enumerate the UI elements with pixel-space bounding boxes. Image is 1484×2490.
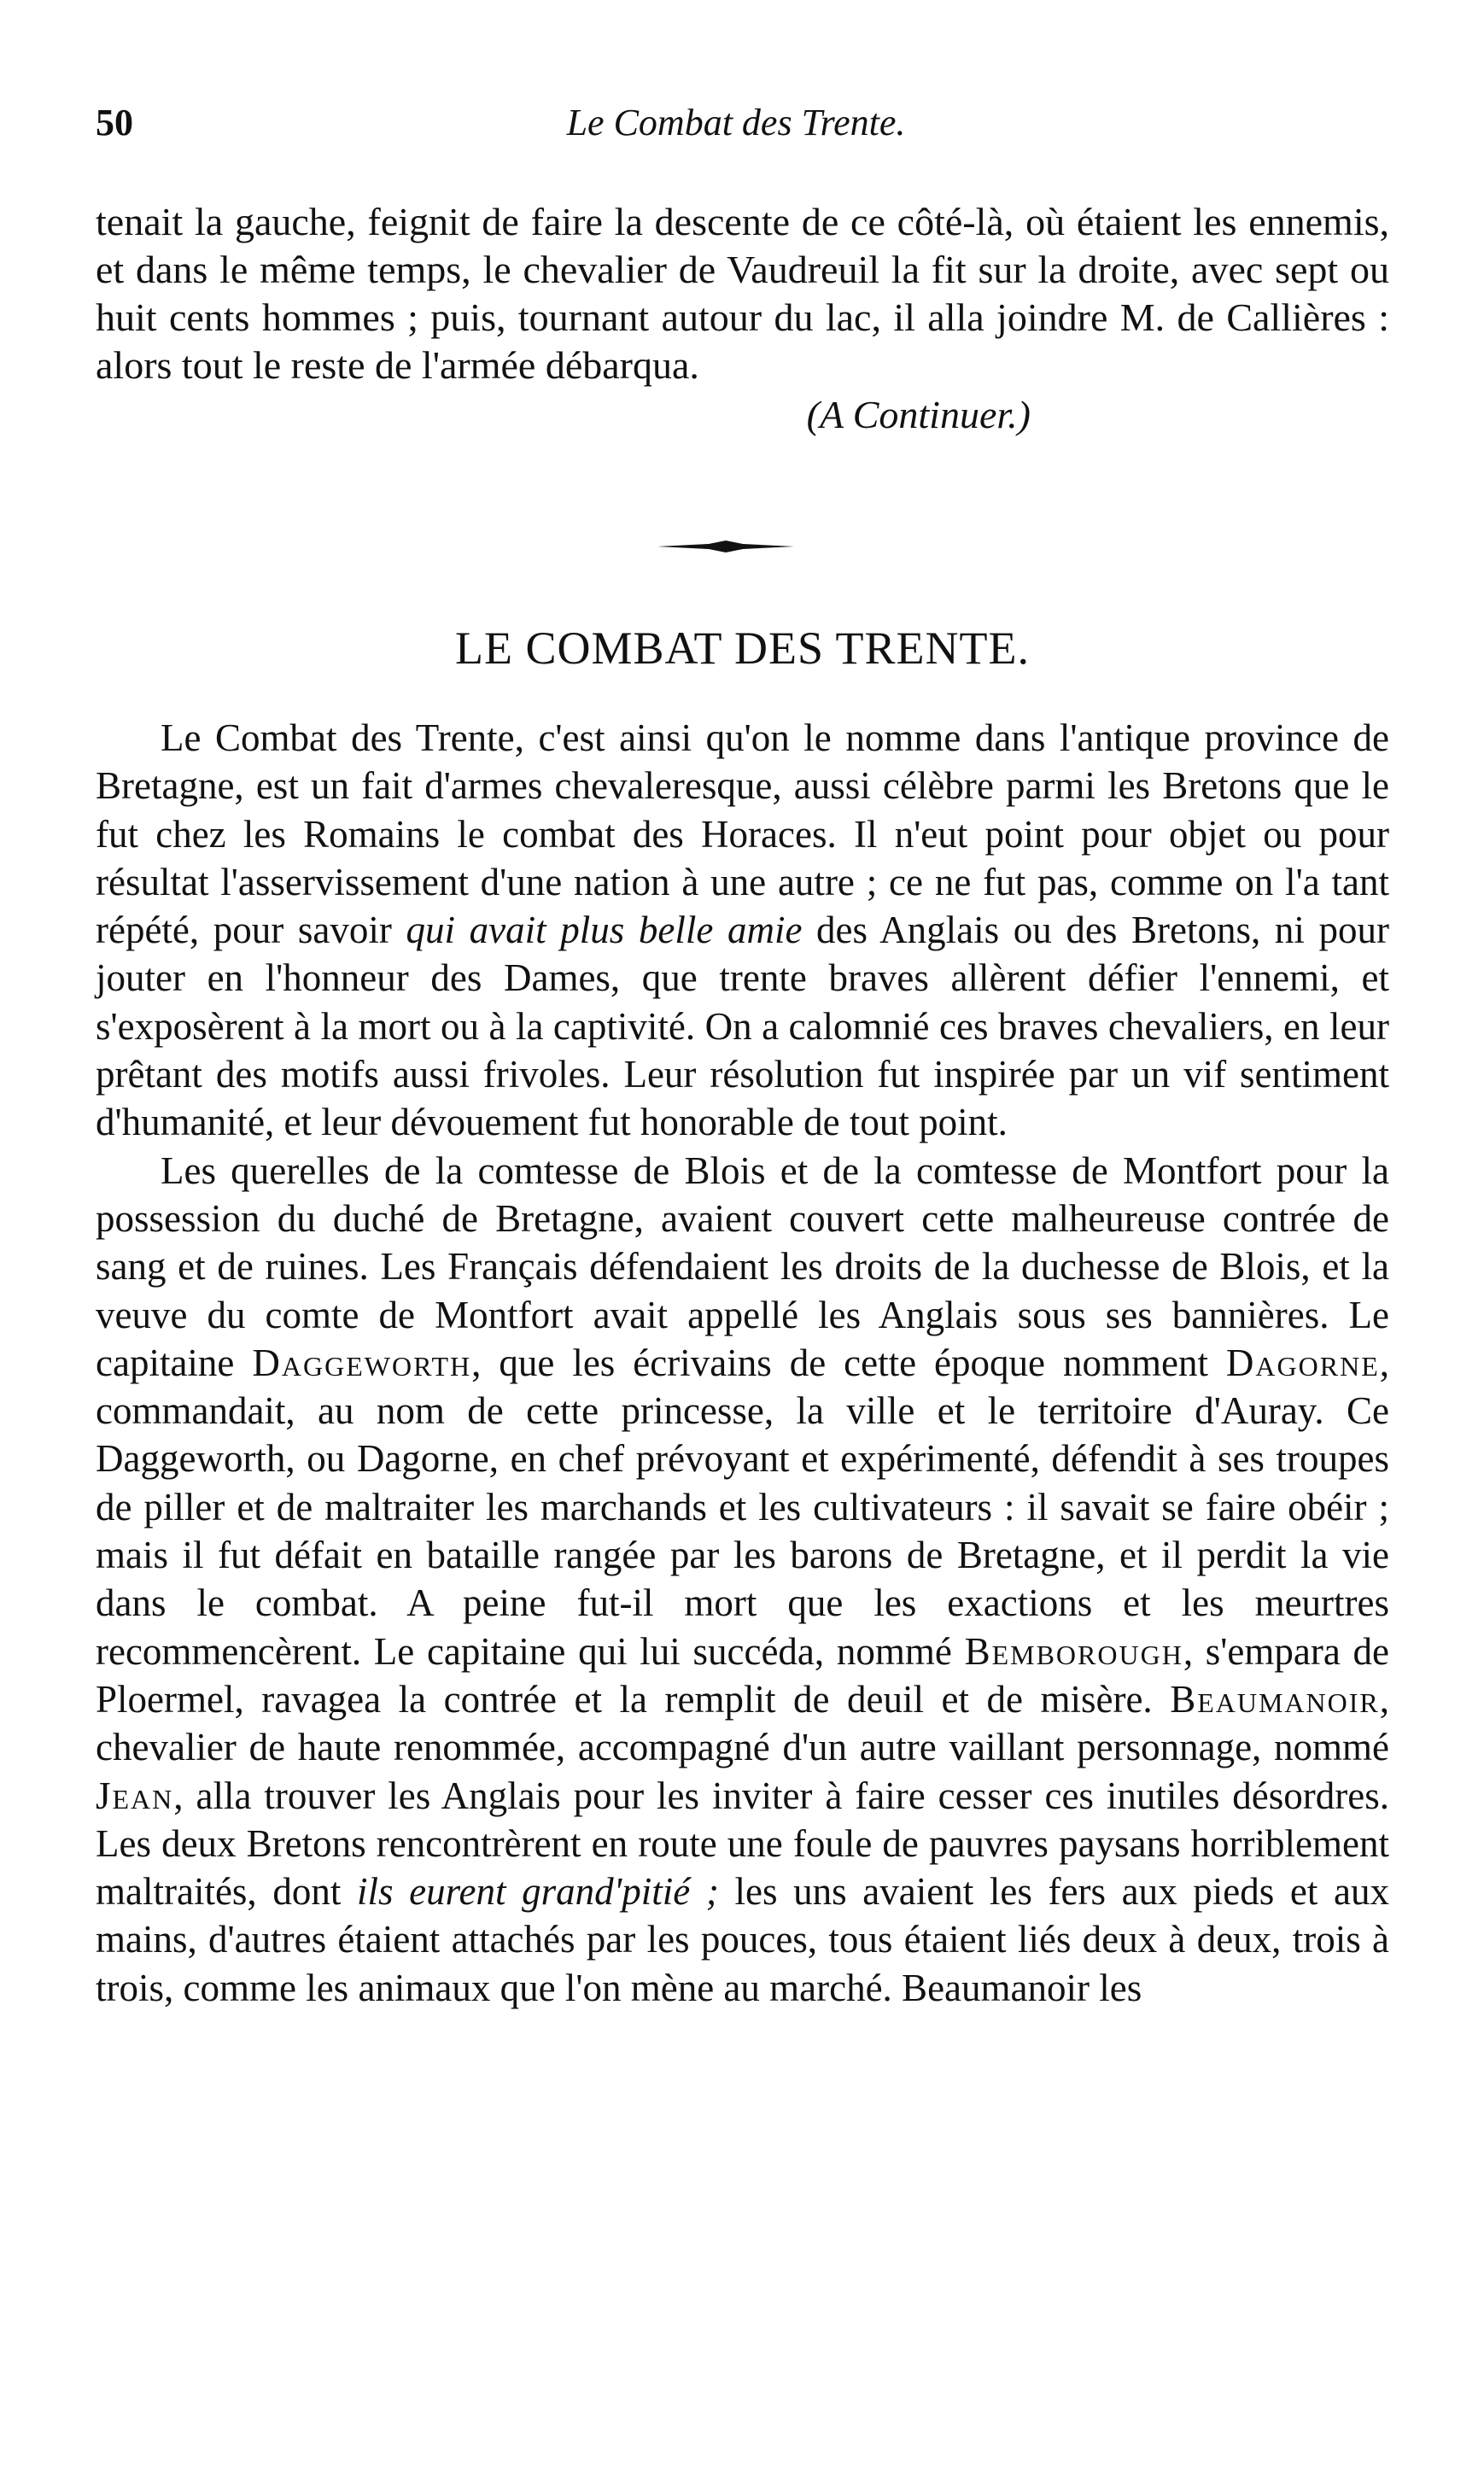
paragraph-2-text-f: , alla trouver les Anglais pour les inviter à faire cesser ces inutiles désordres. Les deux Bretons rencontrèrent en route une foule de pauvres paysans horriblement maltraités, dont <box>96 1774 1389 1914</box>
paragraph-1-italic-phrase: qui avait plus belle amie <box>406 909 803 952</box>
article-title: LE COMBAT DES TRENTE. <box>454 622 1031 674</box>
section-divider-ornament <box>657 540 794 553</box>
page-number: 50 <box>96 102 133 143</box>
previous-article-ending <box>96 198 1389 439</box>
paragraph-2-text-a: Les querelles de la comtesse de Blois et de la comtesse de Montfort pour la possession du duché de Bretagne, avaient couvert cette malheureuse contrée de sang et de ruines. Les Français défendaient les droits de la duchesse de Blois, et la veuve du comte de Montfort avait appellé les Anglais sous ses bannières. Le capitaine <box>96 1149 1389 1384</box>
name-daggeworth: Daggeworth <box>252 1341 472 1384</box>
name-jean: Jean <box>96 1774 174 1817</box>
paragraph-1 <box>96 714 1389 1147</box>
continuation-note: (A Continuer.) <box>806 393 1031 436</box>
running-title: Le Combat des Trente. <box>566 102 906 143</box>
name-beaumanoir: Beaumanoir <box>1170 1677 1380 1721</box>
paragraph-2 <box>96 1147 1389 2012</box>
page-header <box>96 101 1376 152</box>
name-bemborough: Bemborough <box>964 1629 1183 1673</box>
paragraph-2-text-d: , s'empara de Ploermel, ravagea la contrée et la remplit de deuil et de misère. <box>96 1629 1389 1721</box>
paragraph-2-text-c: , commandait, au nom de cette princesse, la ville et le territoire d'Auray. Ce Daggeworth, ou Dagorne, en chef prévoyant et expérimenté, défendit à ses troupes de piller et de maltraiter les marchands et les cultivateurs : il savait se faire obéir ; mais il fut défait en bataille rangée par les barons de Bretagne, et il perdit la vie dans le combat. A peine fut-il mort que les exactions et les meurtres recommencèrent. Le capitaine qui lui succéda, nommé <box>96 1341 1389 1673</box>
article-body <box>96 714 1389 2012</box>
paragraph-2-text-e: , chevalier de haute renommée, accompagné d'un autre vaillant personnage, nommé <box>96 1677 1389 1769</box>
paragraph-2-italic-phrase: ils eurent grand'pitié ; <box>356 1870 719 1914</box>
paragraph-2-text-b: , que les écrivains de cette époque nomment <box>471 1341 1226 1384</box>
name-dagorne: Dagorne <box>1225 1341 1380 1384</box>
paragraph-1-text-a: Le Combat des Trente, c'est ainsi qu'on le nomme dans l'antique province de Bretagne, est un fait d'armes chevaleresque, aussi célèbre parmi les Bretons que le fut chez les Romains le combat des Horaces. Il n'eut point pour objet ou pour résultat l'asservissement d'une nation à une autre ; ce ne fut pas, comme on l'a tant répété, pour savoir <box>96 716 1389 952</box>
paragraph-1-text-b: des Anglais ou des Bretons, ni pour jouter en l'honneur des Dames, que trente braves allèrent défier l'ennemi, et s'exposèrent à la mort ou à la captivité. On a calomnié ces braves chevaliers, en leur prêtant des motifs aussi frivoles. Leur résolution fut inspirée par un vif sentiment d'humanité, et leur dévouement fut honorable de tout point. <box>96 909 1389 1144</box>
previous-article-text: tenait la gauche, feignit de faire la descente de ce côté-là, où étaient les ennemis, et dans le même temps, le chevalier de Vaudreuil la fit sur la droite, avec sept ou huit cents hommes ; puis, tournant autour du lac, il alla joindre M. de Callières : alors tout le reste de l'armée débarqua. <box>96 200 1389 387</box>
paragraph-2-text-g: les uns avaient les fers aux pieds et aux mains, d'autres étaient attachés par les pouces, tous étaient liés deux à deux, trois à trois, comme les animaux que l'on mène au marché. Beaumanoir les <box>96 1870 1389 2009</box>
